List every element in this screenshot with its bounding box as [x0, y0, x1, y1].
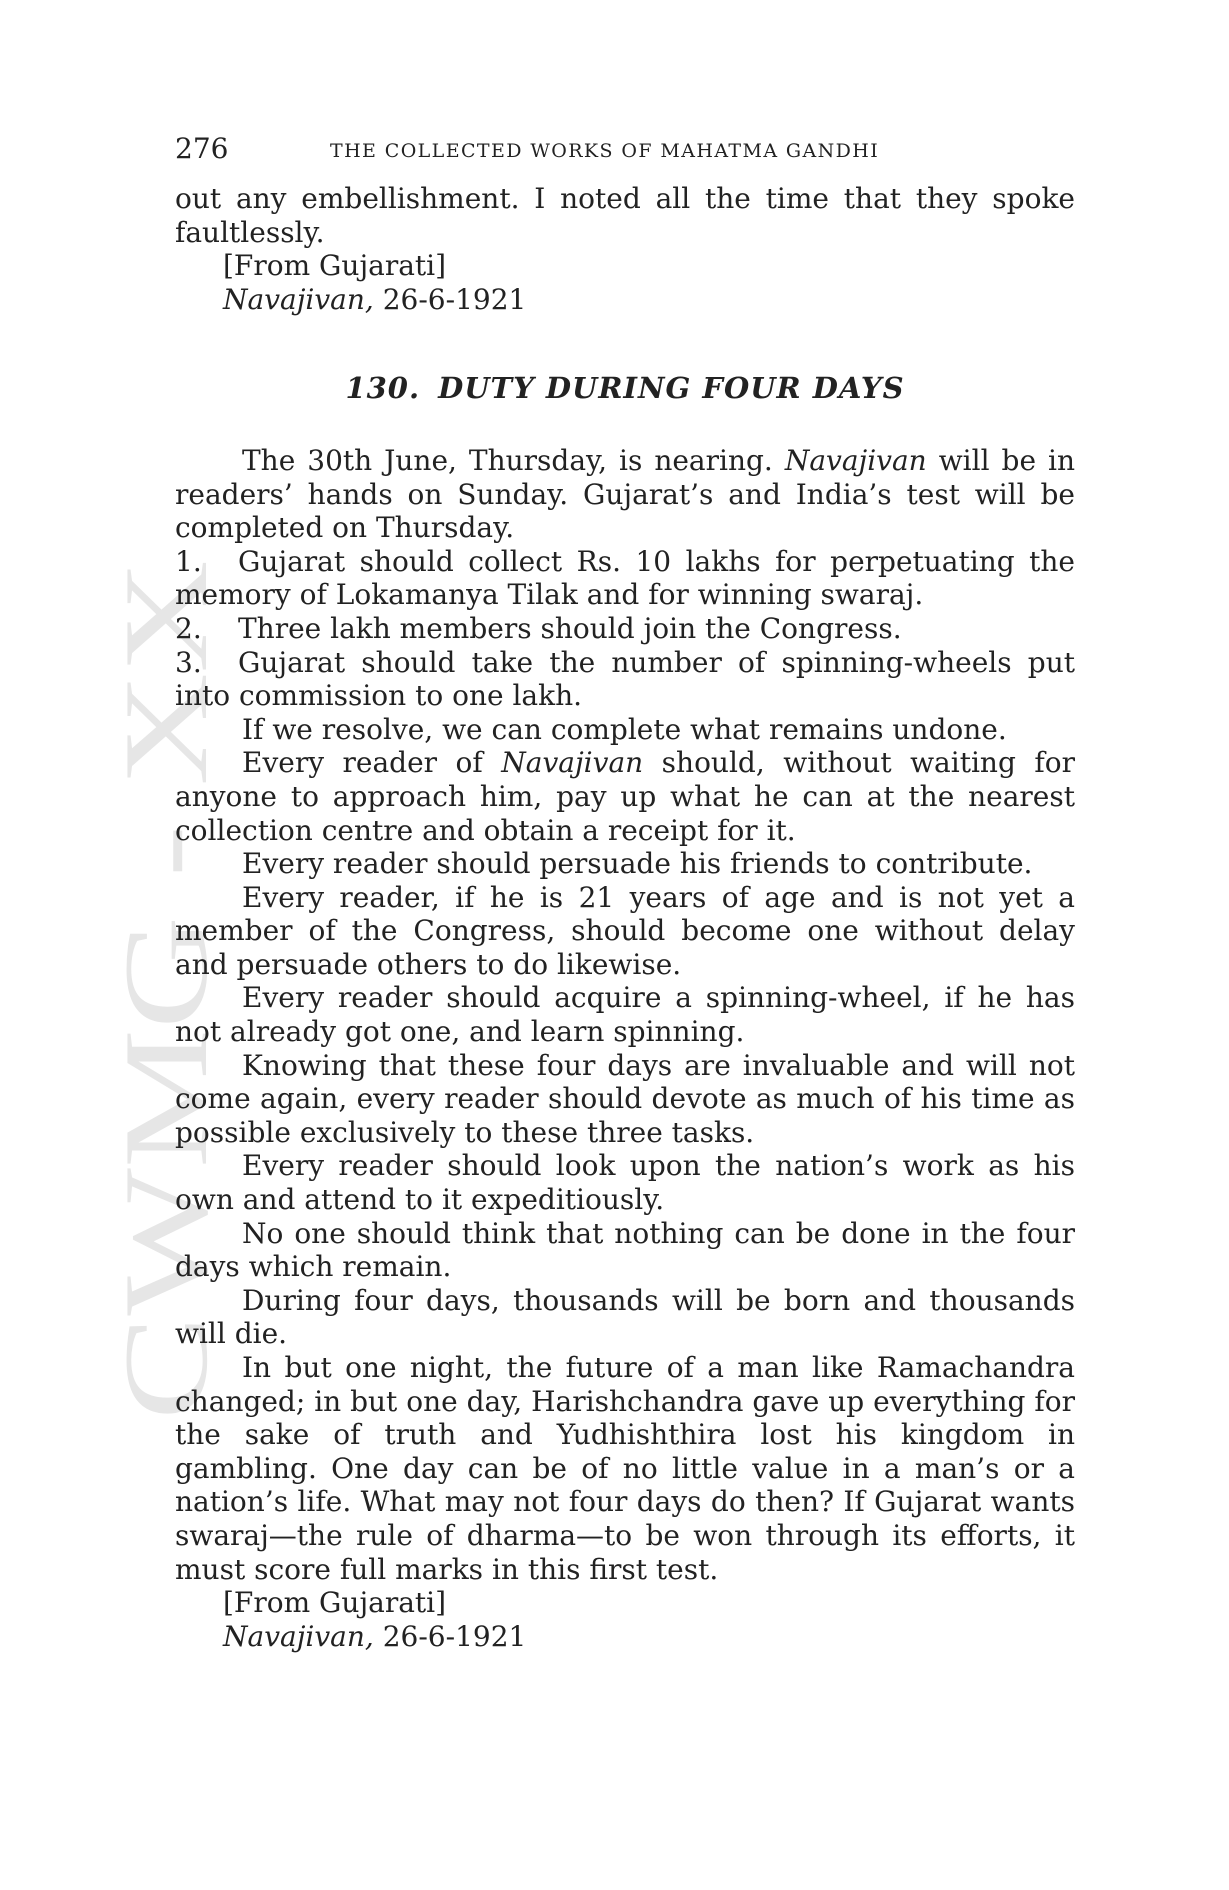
publication-name: Navajivan,: [223, 1619, 374, 1653]
running-head: [175, 132, 1075, 172]
list-item: [175, 545, 1075, 612]
paragraph: Every reader should look upon the nation’s work as his own and attend to it expeditiously.: [175, 1149, 1075, 1217]
article-heading: [175, 372, 1075, 406]
paragraph: Every reader, if he is 21 years of age and is not yet a member of the Congress, should become one without delay and persuade others to do likewise.: [175, 880, 1075, 981]
item-text: Three lakh members should join the Congress.: [238, 611, 902, 645]
item-number: 1.: [175, 544, 202, 578]
item-text: Gujarat should take the number of spinning-wheels put into commission to one lakh.: [175, 645, 1075, 713]
paragraph: [175, 746, 1075, 847]
paragraph-text-b: should, without waiting for anyone to approach him, pay up what he can at the nearest collection centre and obtain a receipt for it.: [175, 746, 1075, 847]
item-number: 3.: [175, 645, 202, 679]
publication-name: Navajivan: [784, 443, 927, 477]
paragraph: During four days, thousands will be born and thousands will die.: [175, 1283, 1075, 1351]
page-body: [175, 182, 1075, 1653]
list-item: [175, 612, 1075, 646]
item-number: 2.: [175, 611, 202, 645]
article-title: DUTY DURING FOUR DAYS: [438, 371, 905, 406]
paragraph: Every reader should acquire a spinning-wheel, if he has not already got one, and learn spinning.: [175, 981, 1075, 1049]
intro-text-a: The 30th June, Thursday, is nearing.: [242, 443, 773, 477]
item-text: Gujarat should collect Rs. 10 lakhs for perpetuating the memory of Lokamanya Tilak and for winning swaraj.: [175, 544, 1075, 612]
intro-text-b: will be in readers’ hands on Sunday. Gujarat’s and India’s test will be completed on Thursday.: [175, 443, 1076, 545]
paragraph: No one should think that nothing can be done in the four days which remain.: [175, 1216, 1075, 1284]
intro-paragraph: [175, 444, 1075, 545]
source-note: [From Gujarati]: [223, 1586, 447, 1620]
paragraph: Every reader should persuade his friends to contribute.: [242, 847, 1033, 881]
paragraph: In but one night, the future of a man like Ramachandra changed; in but one day, Harishchandra gave up everything for the sake of truth and Yudhishthira lost his kingdom in gambling. One day can be of no little value in a man’s or a nation’s life. What may not four days do then? If Gujarat wants swaraj—the rule of dharma—to be won through its efforts, it must score full marks in this first test.: [175, 1351, 1075, 1586]
prev-article-closing: out any embellishment. I noted all the time that they spoke faultlessly.: [175, 182, 1075, 249]
paragraph: If we resolve, we can complete what remains undone.: [242, 712, 1007, 746]
publication-name: Navajivan,: [223, 282, 374, 316]
source-note: [From Gujarati]: [223, 249, 447, 283]
list-item: [175, 646, 1075, 713]
page-number: 276: [175, 132, 229, 165]
citation: [175, 1620, 1075, 1654]
paragraph: Knowing that these four days are invaluable and will not come again, every reader should devote as much of his time as possible exclusively to these three tasks.: [175, 1048, 1075, 1149]
watermark-text: CWMG XX: [118, 760, 228, 1420]
citation-date: 26-6-1921: [382, 1619, 527, 1653]
citation-date: 26-6-1921: [382, 282, 527, 316]
article-number: 130.: [345, 371, 421, 406]
citation: [175, 283, 1075, 317]
running-title: THE COLLECTED WORKS OF MAHATMA GANDHI: [330, 140, 880, 162]
publication-name: Navajivan: [501, 746, 644, 780]
paragraph-text-a: Every reader of: [242, 746, 483, 780]
